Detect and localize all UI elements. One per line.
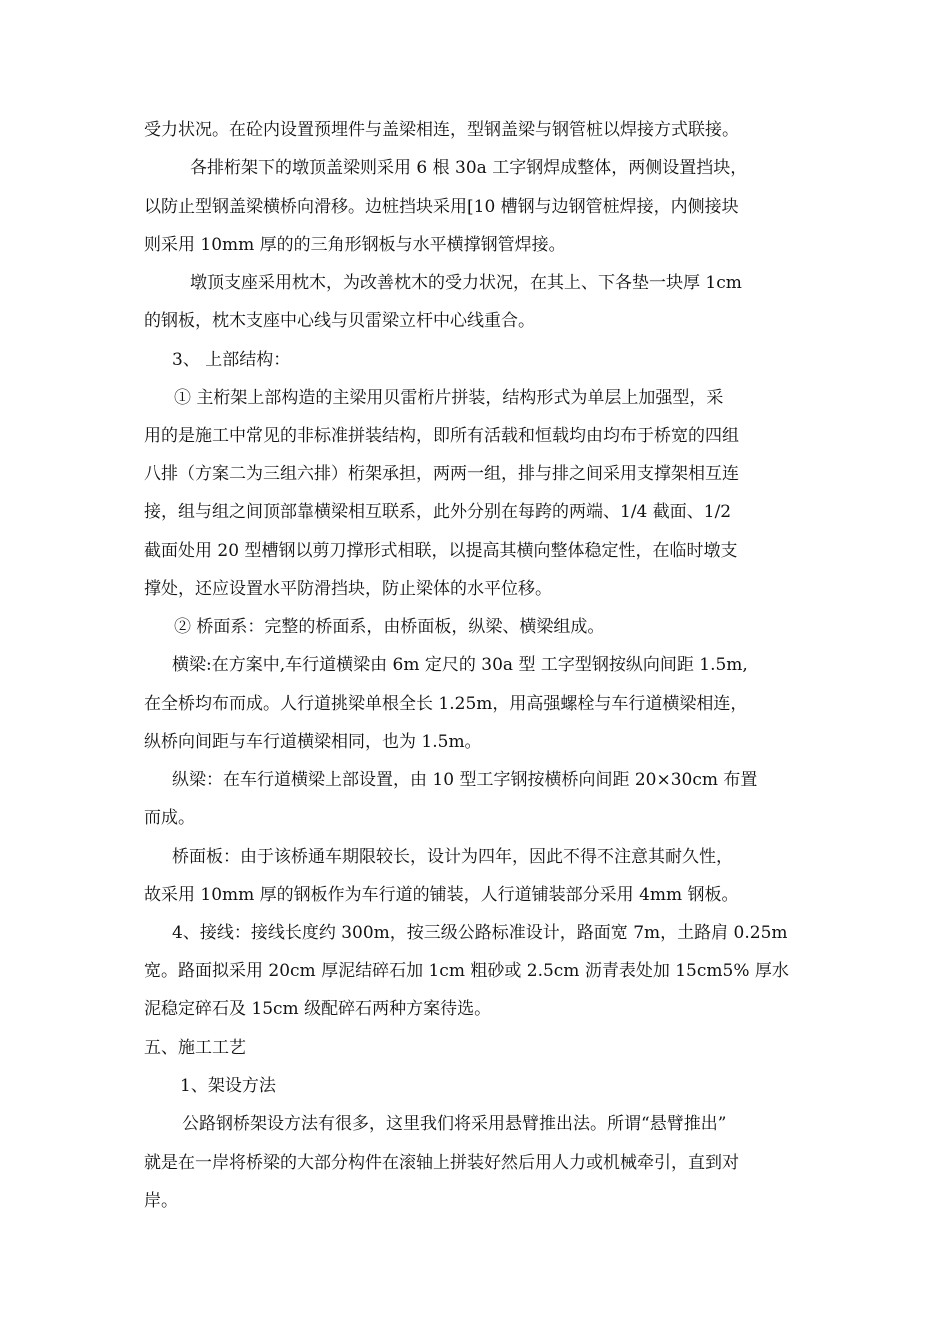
text-line: 八排（方案二为三组六排）桁架承担，两两一组，排与排之间采用支撑架相互连 xyxy=(144,464,739,484)
text-line: 以防止型钢盖梁横桥向滑移。边桩挡块采用[10 槽钢与边钢管桩焊接，内侧接块 xyxy=(144,197,739,217)
text-line: 接，组与组之间顶部靠横梁相互联系，此外分别在每跨的两端、1/4 截面、1/2 xyxy=(144,502,732,522)
text-line: 截面处用 20 型槽钢以剪刀撑形式相联，以提高其横向整体稳定性，在临时墩支 xyxy=(144,541,738,561)
text-line: 则采用 10mm 厚的的三角形钢板与水平横撑钢管焊接。 xyxy=(144,235,566,255)
text-line: 受力状况。在砼内设置预埋件与盖梁相连，型钢盖梁与钢管桩以焊接方式联接。 xyxy=(144,120,739,140)
text-line: 纵梁：在车行道横梁上部设置，由 10 型工字钢按横桥向间距 20×30cm 布置 xyxy=(172,770,758,790)
text-line: 的钢板，枕木支座中心线与贝雷梁立杆中心线重合。 xyxy=(144,311,535,331)
text-line: 墩顶支座采用枕木，为改善枕木的受力状况，在其上、下各垫一块厚 1cm xyxy=(190,273,742,293)
text-line: 桥面板：由于该桥通车期限较长，设计为四年，因此不得不注意其耐久性， xyxy=(172,847,733,867)
text-line: 就是在一岸将桥梁的大部分构件在滚轴上拼装好然后用人力或机械牵引，直到对 xyxy=(144,1153,739,1173)
text-line: 公路钢桥架设方法有很多，这里我们将采用悬臂推出法。所谓“悬臂推出” xyxy=(182,1114,727,1134)
text-line: ② 桥面系：完整的桥面系，由桥面板，纵梁、横梁组成。 xyxy=(174,617,605,637)
text-line: 4、接线：接线长度约 300m，按三级公路标准设计，路面宽 7m，土路肩 0.25m xyxy=(172,923,788,943)
text-line: 各排桁架下的墩顶盖梁则采用 6 根 30a 工字钢焊成整体，两侧设置挡块， xyxy=(190,158,748,178)
text-line: 岸。 xyxy=(144,1191,178,1211)
text-line: 宽。路面拟采用 20cm 厚泥结碎石加 1cm 粗砂或 2.5cm 沥青表处加 15cm5% 厚水 xyxy=(144,961,789,981)
text-line: 纵桥向间距与车行道横梁相同，也为 1.5m。 xyxy=(144,732,482,752)
text-line: ① 主桁架上部构造的主梁用贝雷桁片拼装，结构形式为单层上加强型，采 xyxy=(174,388,724,408)
text-line: 在全桥均布而成。人行道挑梁单根全长 1.25m，用高强螺栓与车行道横梁相连， xyxy=(144,694,748,714)
text-line: 故采用 10mm 厚的钢板作为车行道的铺装，人行道铺装部分采用 4mm 钢板。 xyxy=(144,885,739,905)
text-line: 用的是施工中常见的非标准拼装结构，即所有活载和恒载均由均布于桥宽的四组 xyxy=(144,426,739,446)
text-line: 泥稳定碎石及 15cm 级配碎石两种方案待选。 xyxy=(144,999,492,1019)
text-line: 撑处，还应设置水平防滑挡块，防止梁体的水平位移。 xyxy=(144,579,552,599)
text-line: 而成。 xyxy=(144,808,195,828)
subsection-heading: 1、架设方法 xyxy=(180,1076,276,1096)
section-heading: 五、施工工艺 xyxy=(144,1038,246,1058)
text-line: 横梁:在方案中,车行道横梁由 6m 定尺的 30a 型 工字型钢按纵向间距 1.5m, xyxy=(172,655,748,675)
section-heading: 3、 上部结构： xyxy=(172,350,291,370)
